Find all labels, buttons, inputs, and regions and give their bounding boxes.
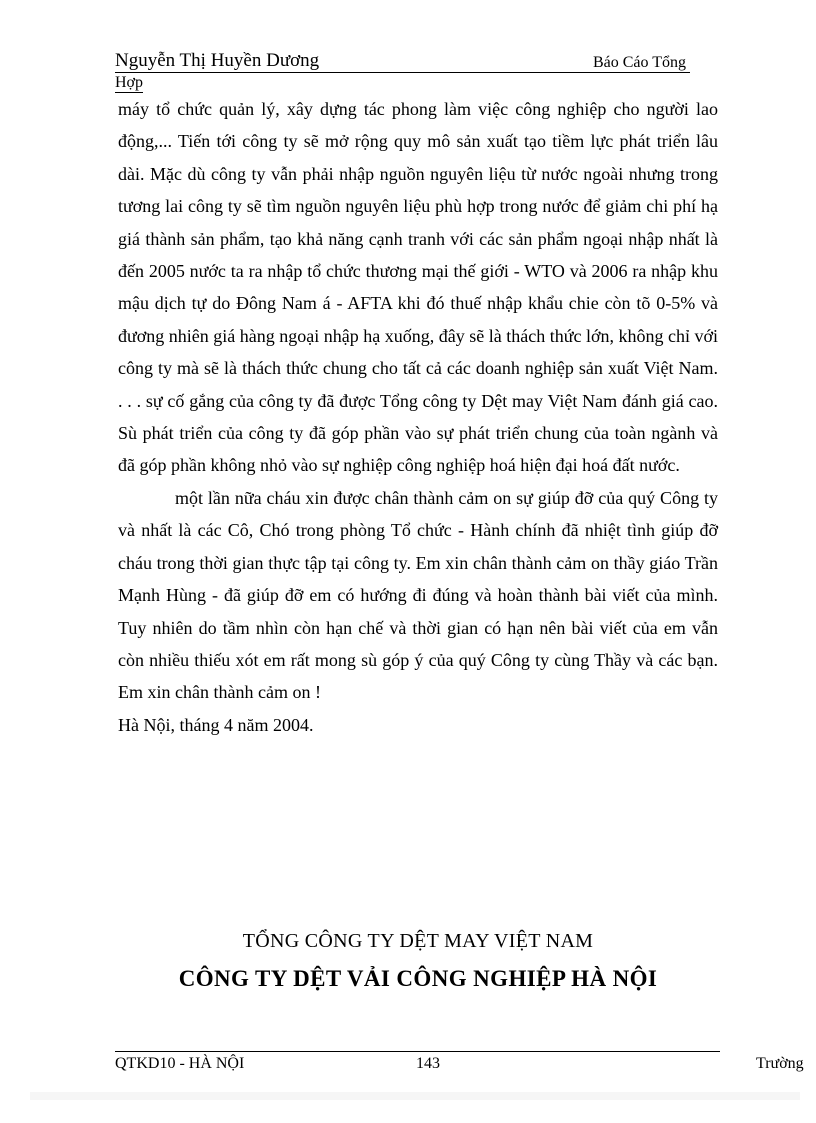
header-report-title-cont: Hợp xyxy=(115,74,144,91)
body-text xyxy=(118,93,718,741)
page-header xyxy=(115,50,690,73)
parent-organization: TỔNG CÔNG TY DỆT MAY VIỆT NAM xyxy=(242,930,594,952)
header-author: Nguyễn Thị Huyền Dương xyxy=(115,50,320,71)
paragraph-1: máy tổ chức quản lý, xây dựng tác phong làm việc công nghiệp cho người lao động,... Tiến tới công ty sẽ mở rộng quy mô sản xuất tạo tiềm lực phát triển lâu dài. Mặc dù công ty vẫn phải nhập nguồn nguyên liệu từ nước ngoài nhưng trong tương lai công ty sẽ tìm nguồn nguyên liệu phù hợp trong nước để giảm chi phí hạ giá thành sản phẩm, tạo khả năng cạnh tranh với các sản phẩm ngoại nhập nhất là đến 2005 nước ta ra nhập tổ chức thương mại thế giới - WTO và 2006 ra nhập khu mậu dịch tự do Đông Nam á - AFTA khi đó thuế nhập khẩu chie còn tõ 0-5% và đương nhiên giá hàng ngoại nhập hạ xuống, đây sẽ là thách thức lớn, không chỉ với công ty mà sẽ là thách thức chung cho tất cả các doanh nghiệp sản xuất Việt Nam. . . . sự cố gắng của công ty đã được Tổng công ty Dệt may Việt Nam đánh giá cao. Sù phát triển của công ty đã góp phần vào sự phát triển chung của toàn ngành và đã góp phần không nhỏ vào sự nghiệp công nghiệp hoá hiện đại hoá đất nước. xyxy=(118,99,718,476)
footer-class-label: QTKD10 - HÀ NỘI xyxy=(115,1055,245,1072)
page-bottom-band xyxy=(30,1092,800,1100)
page-number: 143 xyxy=(416,1055,440,1072)
company-name: CÔNG TY DỆT VẢI CÔNG NGHIỆP HÀ NỘI xyxy=(178,966,658,991)
header-report-title: Báo Cáo Tổng xyxy=(592,54,686,71)
footer-school-label: Trường xyxy=(756,1055,804,1072)
paragraph-2: một lần nữa cháu xin được chân thành cảm on sự giúp đỡ của quý Công ty và nhất là các Cô, Chó trong phòng Tổ chức - Hành chính đã nhiệt tình giúp đỡ cháu trong thời gian thực tập tại công ty. Em xin chân thành cảm on thầy giáo Trần Mạnh Hùng - đã giúp đỡ em có hướng đi đúng và hoàn thành bài viết của mình. Tuy nhiên do tầm nhìn còn hạn chế và thời gian có hạn nên bài viết của em vẫn còn nhiều thiếu xót em rất mong sù góp ý của quý Công ty cùng Thầy và các bạn. Em xin chân thành cảm on ! xyxy=(118,487,718,703)
footer-divider xyxy=(115,1051,720,1052)
dateline: Hà Nội, tháng 4 năm 2004. xyxy=(118,714,314,735)
